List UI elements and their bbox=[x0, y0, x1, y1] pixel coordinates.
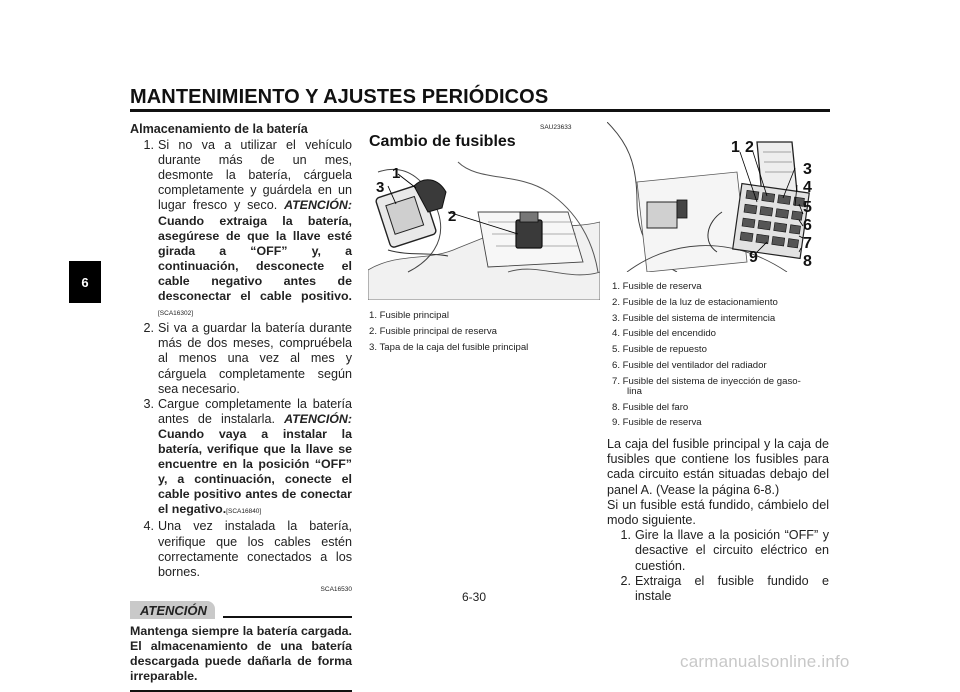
section-title: Cambio de fusibles bbox=[369, 133, 516, 150]
fuse-steps bbox=[607, 528, 829, 604]
main-fuse-photo bbox=[368, 152, 600, 300]
fuse-instructions-intro: Si un fusible está fundido, cámbielo del modo siguiente. bbox=[607, 497, 829, 528]
warning-note: ATENCIÓN: Cuando vaya a instalar la batería, verifique que la llave se encuentre en la posición “OFF” y, a continuación, conecte el cable positivo antes de conectar el negativo. bbox=[158, 411, 352, 517]
caution-code: SCA16530 bbox=[320, 585, 352, 593]
battery-storage-section bbox=[130, 122, 352, 692]
watermark: carmanualsonline.info bbox=[680, 652, 850, 671]
photo2-label-9: 9 bbox=[749, 249, 758, 266]
photo1-captions: 1. Fusible principal 2. Fusible principal de reserva 3. Tapa de la caja del fusible principal bbox=[369, 310, 529, 353]
caution-header bbox=[130, 601, 352, 619]
caution-label: ATENCIÓN bbox=[130, 601, 215, 619]
photo2-label-3: 3 bbox=[803, 161, 812, 178]
caution-text: Mantenga siempre la batería cargada. El almacenamiento de una batería descargada puede dañarla de forma irreparable. bbox=[130, 624, 352, 683]
warning-note: ATENCIÓN: Cuando extraiga la batería, asegúrese de que la llave esté girada a “OFF” y, a continuación, desconecte el cable negativo antes de desconectar el cable positivo. bbox=[158, 198, 352, 304]
photo2-label-6: 6 bbox=[803, 217, 812, 234]
fuse-step-1: 1. Gire la llave a la posición “OFF” y desactive el circuito eléctrico en cuestión. bbox=[620, 528, 829, 573]
photo2-label-2: 2 bbox=[745, 139, 754, 156]
battery-step-2: 2. Si va a guardar la batería durante más de dos meses, compruébela al menos una vez al mes y cárguela completamente según sea necesario. bbox=[143, 321, 352, 396]
photo2-captions: 1. Fusible de reserva 2. Fusible de la luz de estacionamiento 3. Fusible del sistema de intermitencia 4. Fusible del encendido 5. Fusible de repuesto 6. Fusible del ventilador del radiador 7. Fusible del sistema de inyección de gaso- lina 8. Fusible del faro 9. Fusible de reserva bbox=[612, 281, 801, 429]
page-title: MANTENIMIENTO Y AJUSTES PERIÓDICOS bbox=[130, 86, 549, 108]
photo1-label-1: 1 bbox=[392, 165, 401, 182]
fuse-box-photo bbox=[607, 122, 837, 272]
photo2-label-5: 5 bbox=[803, 199, 812, 216]
battery-step-1: 1. Si no va a utilizar el vehículo durante más de un mes, desmonte la batería, cárguela completamente y guárdela en un lugar fresco y seco. ATENCIÓN: Cuando extraiga la batería, asegúrese de que la llave esté girada a “OFF” y, a continuación, desconecte el cable negativo antes de desconectar el cable positivo.[SCA16302] bbox=[143, 138, 352, 318]
battery-heading: Almacenamiento de la batería bbox=[130, 122, 308, 136]
battery-step-3: 3. Cargue completamente la batería antes de instalarla. ATENCIÓN: Cuando vaya a instalar la batería, verifique que la llave se encuentre en la posición “OFF” y, a continuación, conecte el cable positivo antes de conectar el negativo.[SCA16840] bbox=[143, 396, 352, 517]
photo2-label-4: 4 bbox=[803, 179, 812, 196]
battery-steps bbox=[130, 138, 352, 580]
photo1-label-2: 2 bbox=[448, 208, 457, 225]
header-rule bbox=[130, 109, 830, 112]
chapter-tab: 6 bbox=[69, 261, 101, 303]
photo2-label-7: 7 bbox=[803, 235, 812, 252]
fuse-replacement-text bbox=[607, 437, 829, 604]
page-number: 6-30 bbox=[462, 590, 487, 604]
battery-step-4: 4. Una vez instalada la batería, verifique que los cables estén correctamente conectados a los bornes. bbox=[143, 519, 352, 579]
section-code: SAU23633 bbox=[540, 124, 572, 131]
fuse-location-paragraph: La caja del fusible principal y la caja de fusibles que contiene los fusibles para cada circuito están situadas debajo del panel A. (Vease la página 6-8.) bbox=[607, 437, 829, 497]
fuse-step-2: 2. Extraiga el fusible fundido e instale bbox=[620, 573, 829, 604]
photo1-label-3: 3 bbox=[376, 179, 385, 196]
photo2-label-8: 8 bbox=[803, 253, 812, 270]
photo2-label-1: 1 bbox=[731, 139, 740, 156]
